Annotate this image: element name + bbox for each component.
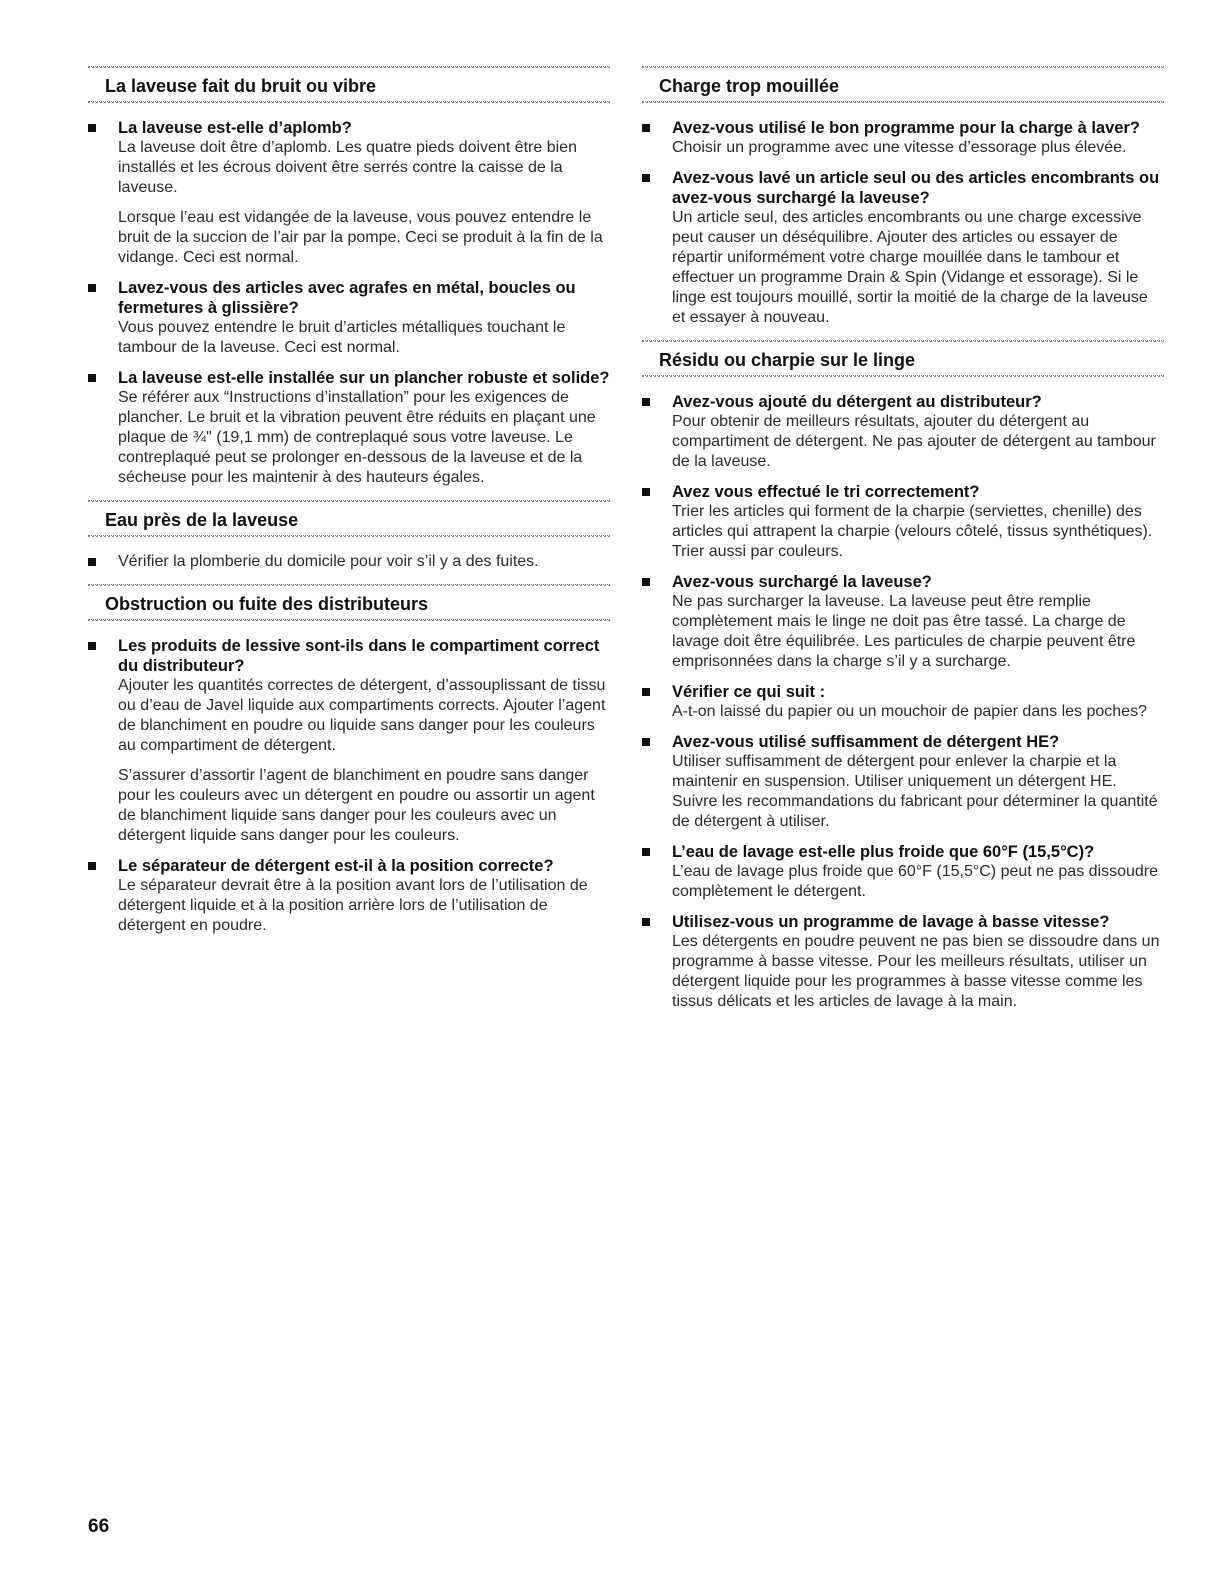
square-bullet-icon [88,862,96,870]
question: La laveuse est-elle installée sur un plancher robuste et solide? [118,369,610,387]
square-bullet-icon [642,918,650,926]
left-column [88,66,610,948]
answer-paragraph: Pour obtenir de meilleurs résultats, ajouter du détergent au compartiment de détergent. Ne pas ajouter de détergent au tambour de la laveuse. [672,413,1156,470]
list-item [642,482,1164,562]
list-item [88,368,610,488]
list-item [642,842,1164,902]
square-bullet-icon [642,398,650,406]
section-rule-top [642,66,1164,71]
section-rule-bottom [88,101,610,106]
question: Avez-vous utilisé le bon programme pour la charge à laver? [672,119,1140,137]
question: Avez vous effectué le tri correctement? [672,483,980,501]
answer-paragraph: Trier les articles qui forment de la charpie (serviettes, chenille) des articles qui attrapent la charpie (velours côtelé, tissus synthétiques). Trier aussi par couleurs. [672,503,1153,560]
section-title: Résidu ou charpie sur le linge [659,350,916,370]
list-item [642,732,1164,832]
question: Utilisez-vous un programme de lavage à basse vitesse? [672,913,1110,931]
item-list [88,636,610,936]
item-list [642,118,1164,328]
answer-paragraph: Lorsque l’eau est vidangée de la laveuse, vous pouvez entendre le bruit de la succion de l’air par la pompe. Ceci se produit à la fin de la vidange. Ceci est normal. [118,209,603,266]
section-rule-top [642,340,1164,345]
square-bullet-icon [88,284,96,292]
section-rule-top [88,500,610,505]
section-title: Obstruction ou fuite des distributeurs [105,594,429,614]
list-item [88,552,610,572]
question: Vérifier ce qui suit : [672,683,826,701]
section-charge-trop-mouillee [642,66,1164,328]
question: Lavez-vous des articles avec agrafes en métal, boucles ou fermetures à glissière? [118,279,576,317]
question: Avez-vous ajouté du détergent au distributeur? [672,393,1042,411]
section-title: Eau près de la laveuse [105,510,299,530]
section-rule-bottom [88,619,610,624]
answer-paragraph: A-t-on laissé du papier ou un mouchoir de papier dans les poches? [672,703,1147,720]
section-rule-top [88,584,610,589]
answer-paragraph: S’assurer d’assortir l’agent de blanchiment en poudre sans danger pour les couleurs avec un détergent en poudre ou assortir un agent de blanchiment liquide sans danger pour les couleurs avec un détergent liquide sans danger pour les couleurs. [118,767,595,844]
list-item [88,118,610,268]
question: Le séparateur de détergent est-il à la position correcte? [118,857,554,875]
list-item [88,278,610,358]
answer-paragraph: Un article seul, des articles encombrants ou une charge excessive peut causer un déséquilibre. Ajouter des articles ou essayer de répartir uniformément votre charge mouillée dans le tambour et effectuer un programme Drain & Spin (Vidange et essorage). Si le linge est toujours mouillé, sortir la moitié de la charge de la laveuse et essayer à nouveau. [672,209,1148,326]
answer-paragraph: La laveuse doit être d’aplomb. Les quatre pieds doivent être bien installés et les écrous doivent être serrés contre la caisse de la laveuse. [118,139,577,196]
section-eau-pres-de-la-laveuse [88,500,610,572]
page-number: 66 [88,1516,110,1537]
right-column [642,66,1164,1024]
list-item [88,636,610,846]
square-bullet-icon [642,688,650,696]
list-item [642,682,1164,722]
question: Les produits de lessive sont-ils dans le compartiment correct du distributeur? [118,637,600,675]
answer-paragraph: Vous pouvez entendre le bruit d’articles métalliques touchant le tambour de la laveuse. Ceci est normal. [118,319,566,356]
item-list [88,118,610,488]
square-bullet-icon [88,642,96,650]
square-bullet-icon [642,174,650,182]
answer-paragraph: Vérifier la plomberie du domicile pour voir s’il y a des fuites. [118,553,539,570]
section-rule-top [88,66,610,71]
answer-paragraph: L’eau de lavage plus froide que 60°F (15,5°C) peut ne pas dissoudre complètement le détergent. [672,863,1159,900]
square-bullet-icon [88,374,96,382]
square-bullet-icon [642,124,650,132]
list-item [642,168,1164,328]
item-list [88,552,610,572]
item-list [642,392,1164,1012]
answer-paragraph: Le séparateur devrait être à la position avant lors de l’utilisation de détergent liquide et à la position arrière lors de l’utilisation de détergent en poudre. [118,877,588,934]
answer-paragraph: Ne pas surcharger la laveuse. La laveuse peut être remplie complètement mais le linge ne doit pas être tassé. La charge de lavage doit être équilibrée. Les particules de charpie peuvent être emprisonnées dans la charge s’il y a surcharge. [672,593,1136,670]
section-rule-bottom [88,535,610,540]
question: Avez-vous utilisé suffisamment de détergent HE? [672,733,1060,751]
list-item [642,118,1164,158]
question: Avez-vous surchargé la laveuse? [672,573,932,591]
square-bullet-icon [642,578,650,586]
square-bullet-icon [642,488,650,496]
question: La laveuse est-elle d’aplomb? [118,119,352,137]
list-item [642,572,1164,672]
square-bullet-icon [88,124,96,132]
list-item [642,392,1164,472]
square-bullet-icon [642,738,650,746]
answer-paragraph: Utiliser suffisamment de détergent pour enlever la charpie et la maintenir en suspension. Utiliser uniquement un détergent HE. Suivre les recommandations du fabricant pour déterminer la quantité de détergent à utiliser. [672,753,1158,830]
section-title: La laveuse fait du bruit ou vibre [105,76,377,96]
answer-paragraph: Les détergents en poudre peuvent ne pas bien se dissoudre dans un programme à basse vitesse. Pour les meilleurs résultats, utiliser un détergent liquide pour les programmes à basse vitesse comme les tissus délicats et les articles de lavage à la main. [672,933,1160,1010]
answer-paragraph: Ajouter les quantités correctes de détergent, d’assouplissant de tissu ou d’eau de Javel liquide aux compartiments corrects. Ajouter l’agent de blanchiment en poudre ou liquide sans danger pour les couleurs au compartiment de détergent. [118,677,606,754]
answer-paragraph: Se référer aux “Instructions d’installation” pour les exigences de plancher. Le bruit et la vibration peuvent être réduits en plaçant une plaque de ¾" (19,1 mm) de contreplaqué sous votre laveuse. Le contreplaqué peut se prolonger en-dessous de la laveuse et de la sécheuse pour les maintenir à des hauteurs égales. [118,389,596,486]
question: L’eau de lavage est-elle plus froide que 60°F (15,5°C)? [672,843,1095,861]
square-bullet-icon [642,848,650,856]
section-rule-bottom [642,375,1164,380]
section-residu-ou-charpie-sur-le-linge [642,340,1164,1012]
section-rule-bottom [642,101,1164,106]
list-item [642,912,1164,1012]
section-title: Charge trop mouillée [659,76,840,96]
section-la-laveuse-fait-du-bruit-ou-vibre [88,66,610,488]
square-bullet-icon [88,558,96,566]
section-obstruction-ou-fuite-des-distributeurs [88,584,610,936]
list-item [88,856,610,936]
question: Avez-vous lavé un article seul ou des articles encombrants ou avez-vous surchargé la laveuse? [672,169,1160,207]
answer-paragraph: Choisir un programme avec une vitesse d’essorage plus élevée. [672,139,1127,156]
